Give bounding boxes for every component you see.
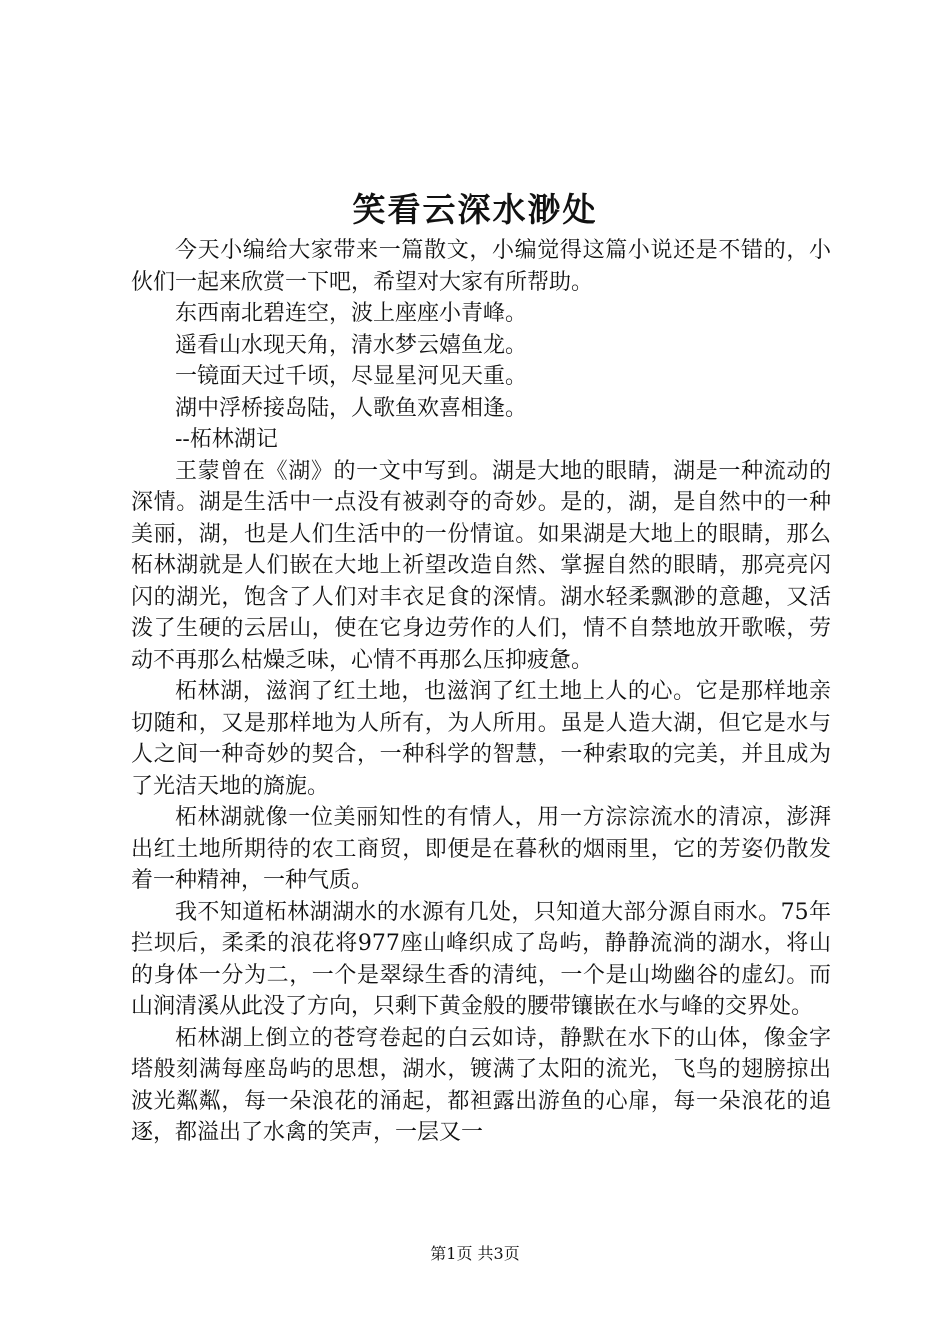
paragraph-body: 柘林湖，滋润了红土地，也滋润了红土地上人的心。它是那样地亲切随和，又是那样地为人所有，为人所用。虽是人造大湖，但它是水与人之间一种奇妙的契合，一种科学的智慧，一种索取的完美，并且成为了光洁天地的旖旎。 — [131, 679, 831, 799]
poem-line-2: 遥看山水现天角，清水梦云嬉鱼龙。 — [175, 332, 528, 358]
poem-line-3: 一镜面天过千顷，尽显星河见天重。 — [175, 364, 528, 389]
document-body — [131, 235, 831, 1149]
paragraph-body: 王蒙曾在《湖》的一文中写到。湖是大地的眼睛，湖是一种流动的深情。湖是生活中一点没有被剥夺的奇妙。是的，湖，是自然中的一种美丽，湖，也是人们生活中的一份情谊。如果湖是大地上的眼睛，那么柘林湖就是人们嵌在大地上祈望改造自然、掌握自然的眼睛，那亮亮闪闪的湖光，饱含了人们对丰衣足食的深情。湖水轻柔飘渺的意趣，又活泼了生硬的云居山，使在它身边劳作的人们，情不自禁地放开歌喉，劳动不再那么枯燥乏味，心情不再那么压抑疲惫。 — [131, 458, 831, 673]
paragraph-body: 柘林湖上倒立的苍穹卷起的白云如诗，静默在水下的山体，像金字塔般刻满每座岛屿的思想，湖水，镀满了太阳的流光，飞鸟的翅膀掠出波光粼粼，每一朵浪花的涌起，都袒露出游鱼的心扉，每一朵浪花的追逐，都溢出了水禽的笑声，一层又一 — [131, 1025, 831, 1145]
poem-line-4: 湖中浮桥接岛陆，人歌鱼欢喜相逢。 — [175, 395, 528, 421]
paragraph-body: 我不知道柘林湖湖水的水源有几处，只知道大部分源自雨水。75年拦坝后，柔柔的浪花将977座山峰织成了岛屿，静静流淌的湖水，将山的身体一分为二，一个是翠绿生香的清纯，一个是山坳幽谷的虚幻。而山涧清溪从此没了方向，只剩下黄金般的腰带镶嵌在水与峰的交界处。 — [131, 899, 831, 1019]
page-number-footer: 第1页 共3页 — [430, 1244, 520, 1263]
poem-line-1: 东西南北碧连空，波上座座小青峰。 — [175, 301, 528, 326]
poem-attribution: --柘林湖记 — [175, 427, 278, 452]
document-title: 笑看云深水渺处 — [352, 190, 598, 229]
paragraph-body: 柘林湖就像一位美丽知性的有情人，用一方淙淙流水的清凉，澎湃出红土地所期待的农工商贸，即便是在暮秋的烟雨里，它的芳姿仍散发着一种精神，一种气质。 — [131, 805, 831, 893]
paragraph-intro: 今天小编给大家带来一篇散文，小编觉得这篇小说还是不错的，小伙们一起来欣赏一下吧，希望对大家有所帮助。 — [131, 238, 831, 295]
